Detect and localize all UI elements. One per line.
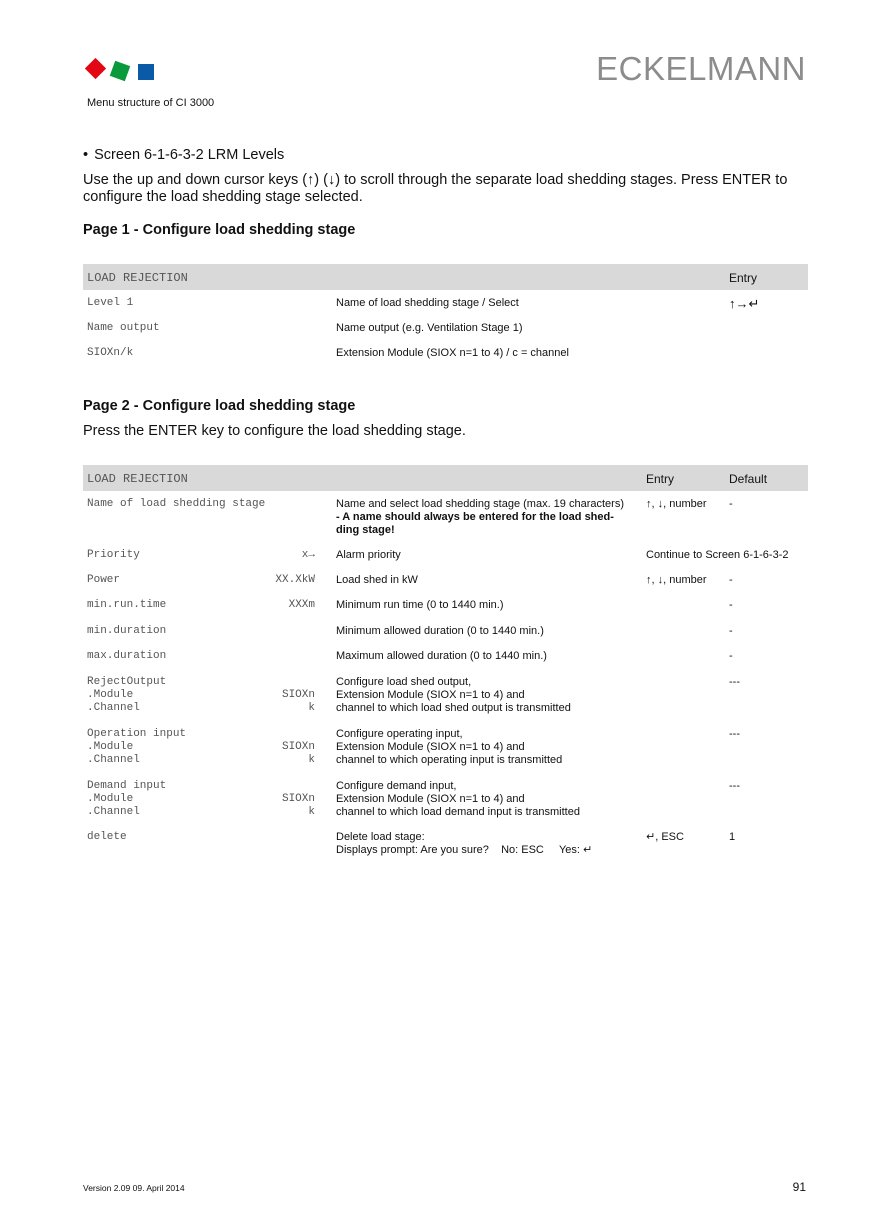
page2-heading: Page 2 - Configure load shedding stage <box>83 398 356 414</box>
row-name-line: Operation input <box>87 728 187 740</box>
row-desc: Minimum allowed duration (0 to 1440 min.) <box>336 625 544 637</box>
row-value <box>243 780 315 819</box>
row-name-line: .Channel <box>87 754 140 766</box>
row-name: max.duration <box>87 650 167 662</box>
row-desc-line: channel to which operating input is transmitted <box>336 754 563 766</box>
footer-page-number: 91 <box>792 1180 806 1194</box>
footer-version: Version 2.09 09. April 2014 <box>83 1183 185 1193</box>
row-value <box>243 728 315 767</box>
eckelmann-logo <box>85 58 157 84</box>
row-name: Priority <box>87 549 140 561</box>
row-default: - <box>729 599 733 611</box>
page1-header-label: LOAD REJECTION <box>87 271 188 285</box>
row-desc <box>336 676 641 715</box>
row-name-line: .Channel <box>87 806 140 818</box>
row-value: XXXm <box>288 599 315 611</box>
row-default: --- <box>729 780 740 792</box>
row-desc-line: Name and select load shedding stage (max. 19 characters) <box>336 498 624 510</box>
page1-header-entry: Entry <box>729 271 758 285</box>
row-desc-line: Configure operating input, <box>336 728 463 740</box>
row-value-line: k <box>308 754 315 766</box>
logo-green-square <box>110 61 131 82</box>
row-desc: Name of load shedding stage / Select <box>336 297 519 309</box>
doc-title: Menu structure of CI 3000 <box>87 97 215 109</box>
row-name: min.run.time <box>87 599 167 611</box>
row-desc-line: Delete load stage: <box>336 831 425 843</box>
row-desc-line: Extension Module (SIOX n=1 to 4) and <box>336 793 525 805</box>
row-desc <box>336 498 641 537</box>
row-desc <box>336 728 641 767</box>
page2-table-header <box>83 465 808 491</box>
intro-paragraph: Use the up and down cursor keys (↑) (↓) to scroll through the separate load shedding stages. Press ENTER to configure the load shedding stage selected. <box>83 172 788 205</box>
row-name-line: Demand input <box>87 780 167 792</box>
page2-table <box>83 465 808 875</box>
row-entry: Continue to Screen 6-1-6-3-2 <box>646 549 789 561</box>
row-name: Name of load shedding stage <box>87 498 266 510</box>
row-name: SIOXn/k <box>87 347 134 359</box>
row-entry: ↵, ESC <box>646 831 684 843</box>
screen-title: Screen 6-1-6-3-2 LRM Levels <box>94 147 285 163</box>
row-default: - <box>729 625 733 637</box>
row-desc <box>336 780 641 819</box>
row-desc-line: channel to which load shed output is transmitted <box>336 702 571 714</box>
page2-text: Press the ENTER key to configure the load shedding stage. <box>83 423 466 439</box>
row-default: - <box>729 498 733 510</box>
page1-table <box>83 264 808 374</box>
page1-table-header <box>83 264 808 290</box>
row-desc: Alarm priority <box>336 549 401 561</box>
row-desc: Maximum allowed duration (0 to 1440 min.) <box>336 650 547 662</box>
row-value: XX.XkW <box>275 574 315 586</box>
row-desc-warning: ding stage! <box>336 524 395 536</box>
row-value-line: k <box>308 702 315 714</box>
row-name-line: .Module <box>87 689 134 701</box>
page1-heading: Page 1 - Configure load shedding stage <box>83 222 356 238</box>
row-name-line: RejectOutput <box>87 676 167 688</box>
row-desc: Load shed in kW <box>336 574 418 586</box>
row-default: - <box>729 650 733 662</box>
brand-wordmark: ECKELMANN <box>596 50 806 87</box>
row-desc: Extension Module (SIOX n=1 to 4) / c = channel <box>336 347 569 359</box>
row-desc-line: Extension Module (SIOX n=1 to 4) and <box>336 689 525 701</box>
row-value <box>243 676 315 715</box>
row-entry: ↑, ↓, number <box>646 574 707 586</box>
logo-red-square <box>85 58 106 79</box>
row-desc-line: Displays prompt: Are you sure? No: ESC Yes: ↵ <box>336 844 593 856</box>
row-entry: ↑→↵ <box>729 296 760 311</box>
row-default: - <box>729 574 733 586</box>
row-desc-warning: - A name should always be entered for the load shed- <box>336 511 614 523</box>
row-desc-line: channel to which load demand input is transmitted <box>336 806 580 818</box>
row-desc-line: Extension Module (SIOX n=1 to 4) and <box>336 741 525 753</box>
page2-header-entry: Entry <box>646 472 675 486</box>
row-value-line: SIOXn <box>281 793 315 805</box>
page2-header-default: Default <box>729 472 768 486</box>
page2-header-label: LOAD REJECTION <box>87 472 188 486</box>
row-value-line: k <box>308 806 315 818</box>
row-default: --- <box>729 676 740 688</box>
row-value: x→ <box>301 549 315 561</box>
row-name: min.duration <box>87 625 167 637</box>
row-desc <box>336 831 641 857</box>
row-name: Name output <box>87 322 160 334</box>
row-name: Power <box>87 574 121 586</box>
logo-blue-square <box>138 64 154 80</box>
row-desc-line: Configure load shed output, <box>336 676 472 688</box>
row-desc-line: Configure demand input, <box>336 780 457 792</box>
row-value-line: SIOXn <box>281 741 315 753</box>
row-name: delete <box>87 831 127 843</box>
row-desc: Name output (e.g. Ventilation Stage 1) <box>336 322 523 334</box>
screen-title-line <box>83 147 284 163</box>
row-entry: ↑, ↓, number <box>646 498 707 510</box>
row-default: 1 <box>729 831 736 843</box>
row-name-line: .Module <box>87 793 134 805</box>
row-default: --- <box>729 728 740 740</box>
row-desc: Minimum run time (0 to 1440 min.) <box>336 599 504 611</box>
row-name-line: .Module <box>87 741 134 753</box>
bullet-icon: • <box>83 147 89 163</box>
row-value-line: SIOXn <box>281 689 315 701</box>
row-name-line: .Channel <box>87 702 140 714</box>
row-name: Level 1 <box>87 297 134 309</box>
